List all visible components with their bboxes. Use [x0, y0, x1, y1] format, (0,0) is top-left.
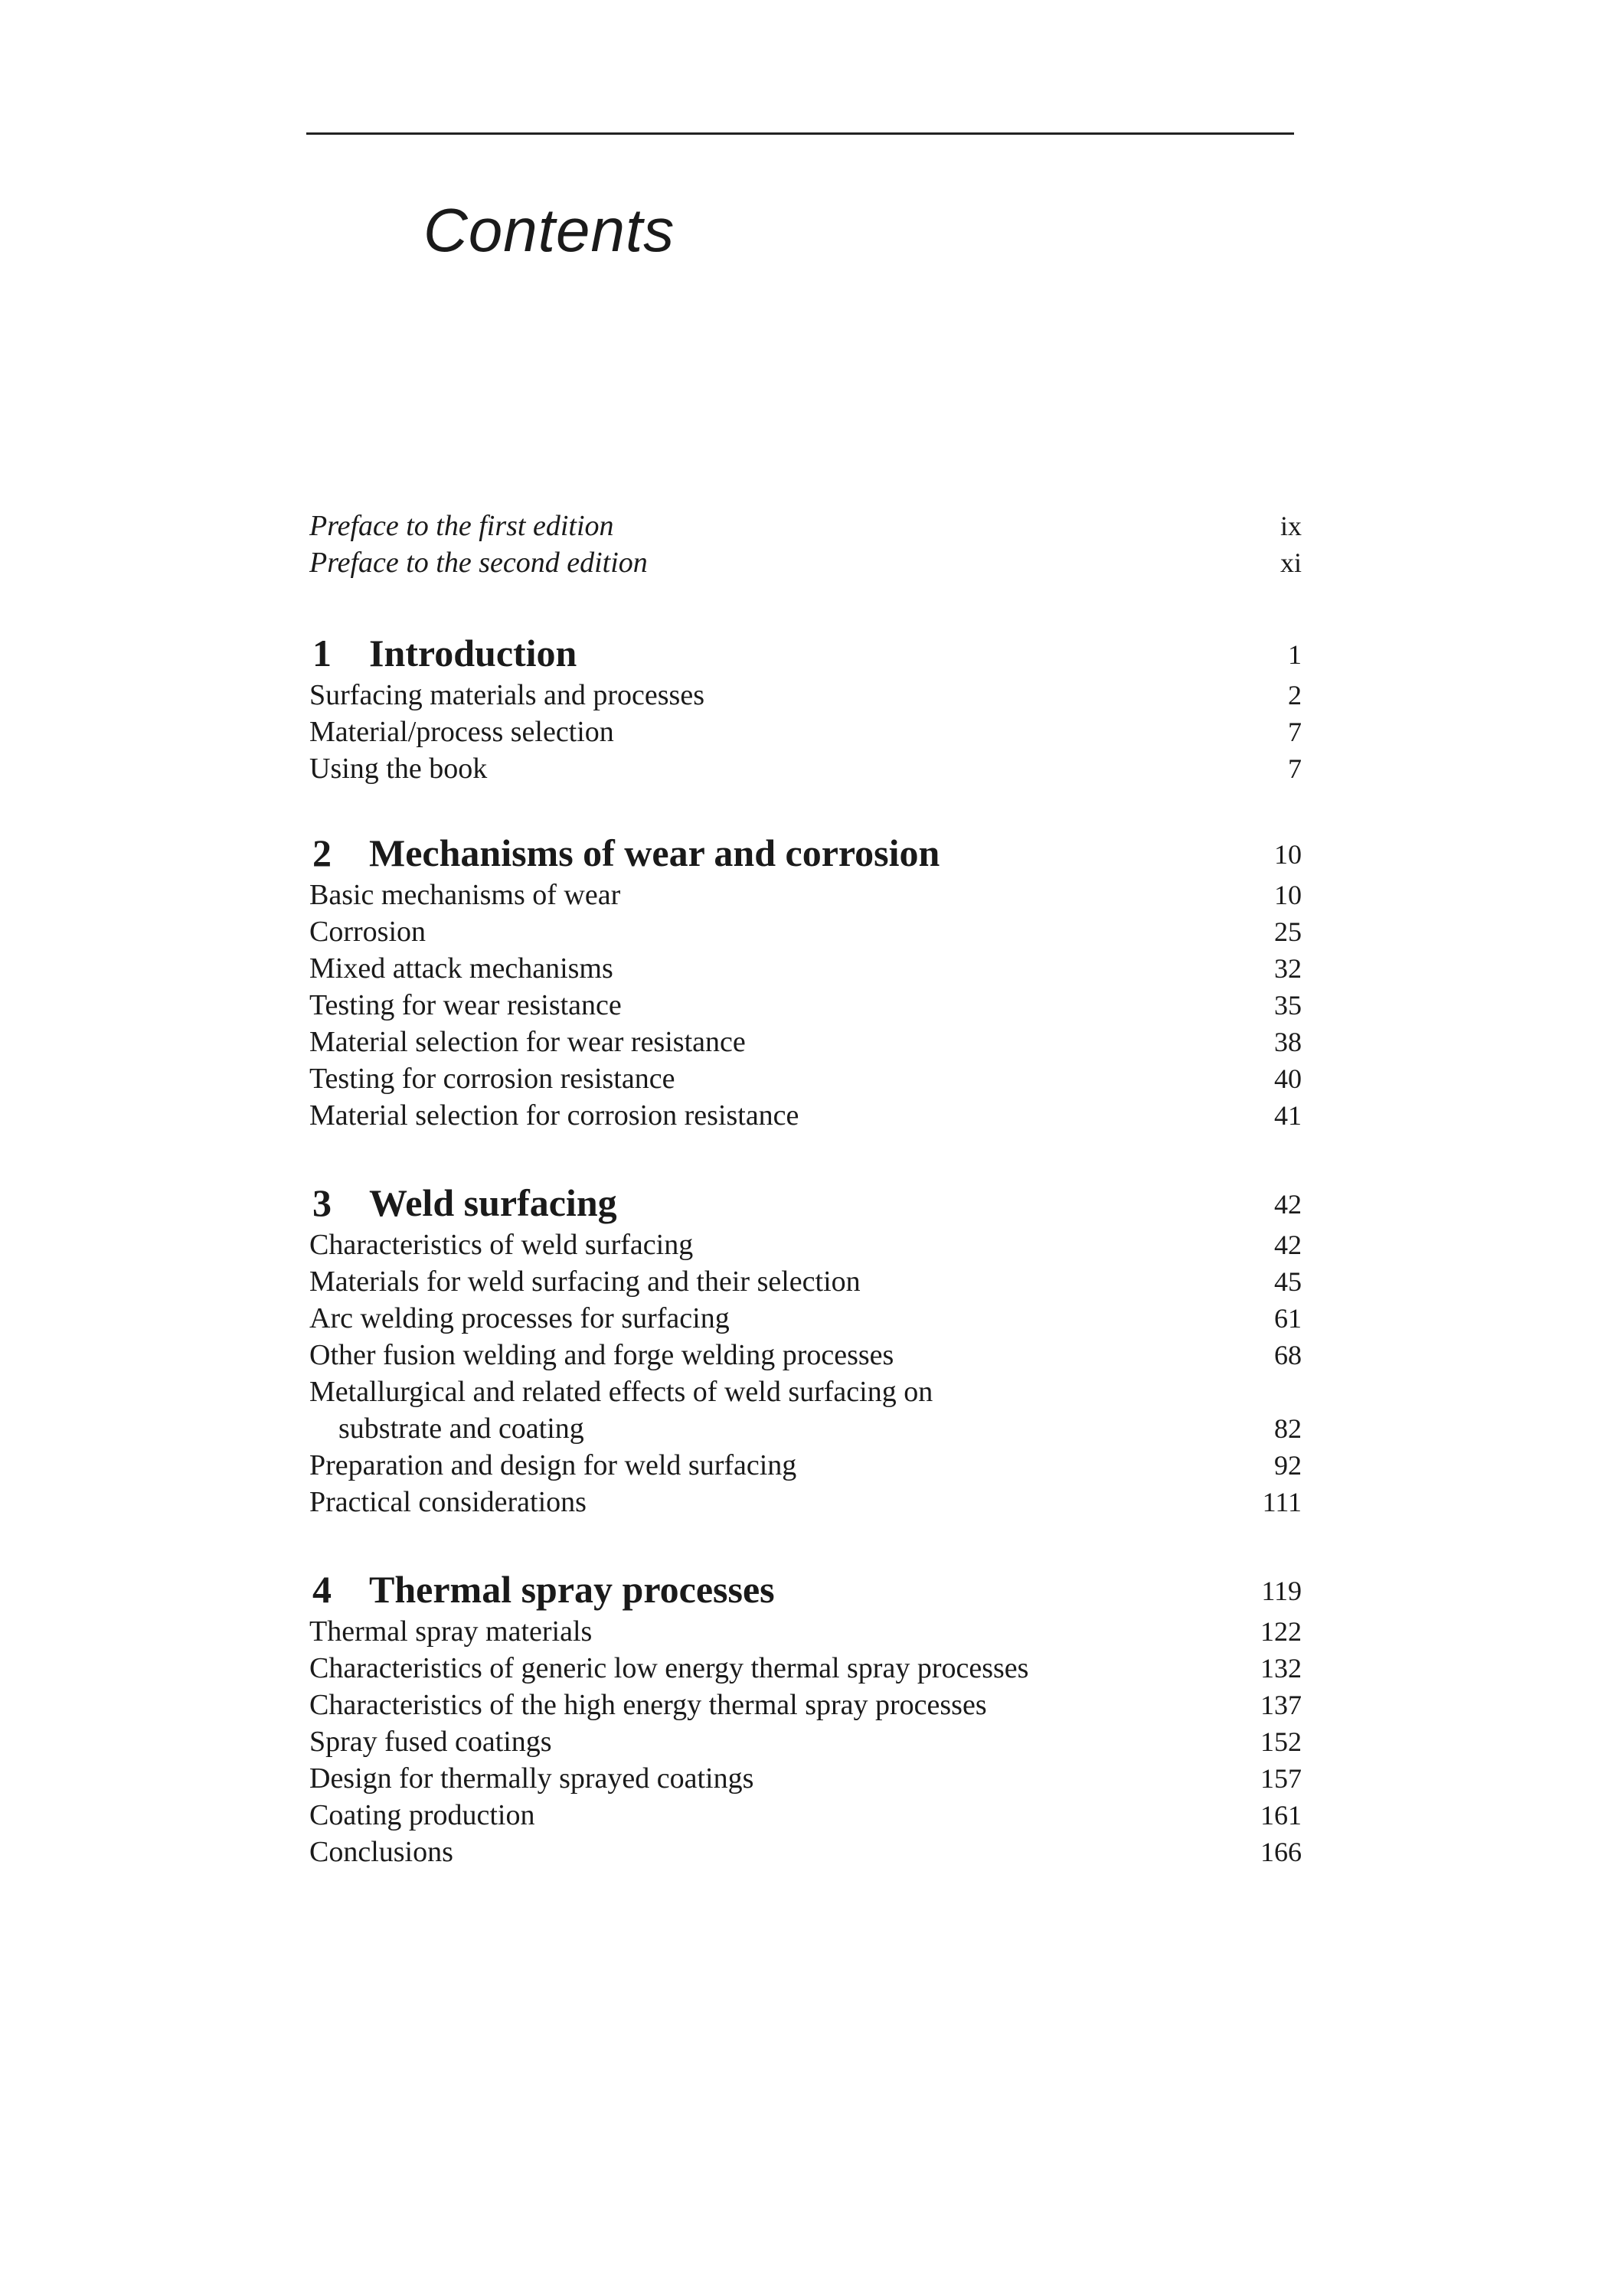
toc-entry-label: Characteristics of generic low energy thermal spray processes — [309, 1652, 1029, 1684]
toc-entry-page: xi — [1280, 547, 1302, 578]
toc-entry[interactable] — [306, 1760, 1302, 1797]
toc-entry[interactable] — [306, 1060, 1302, 1097]
toc-entry-page: ix — [1280, 511, 1302, 541]
toc-entry-label: Conclusions — [309, 1836, 453, 1868]
toc-entry-page: 2 — [1288, 680, 1302, 710]
chapter-page: 10 — [1274, 839, 1302, 870]
toc-entry-label: Corrosion — [309, 916, 426, 948]
toc-entry-label: Using the book — [309, 753, 488, 785]
toc-entry[interactable] — [306, 877, 1302, 913]
toc-entry-continued[interactable] — [306, 1410, 1302, 1447]
toc-entry-label: Design for thermally sprayed coatings — [309, 1762, 754, 1795]
chapter-4-section — [306, 1566, 1302, 1870]
chapter-number: 3 — [312, 1181, 332, 1224]
toc-entry[interactable] — [306, 677, 1302, 714]
toc-entry-page: 68 — [1274, 1340, 1302, 1370]
toc-entry-page: 25 — [1274, 916, 1302, 947]
toc-entry[interactable] — [306, 1797, 1302, 1834]
toc-entry-page: 35 — [1274, 990, 1302, 1021]
toc-entry-page: 111 — [1262, 1487, 1302, 1517]
chapter-title: Introduction — [369, 632, 577, 674]
toc-entry-label: Materials for weld surfacing and their selection — [309, 1266, 861, 1298]
toc-entry-label: Basic mechanisms of wear — [309, 879, 621, 911]
toc-entry[interactable] — [306, 544, 1302, 581]
toc-entry-page: 137 — [1260, 1690, 1302, 1720]
toc-entry-page: 82 — [1274, 1413, 1302, 1444]
toc-entry-page: 7 — [1288, 753, 1302, 784]
toc-entry-label: Testing for corrosion resistance — [309, 1063, 675, 1095]
toc-entry-page: 61 — [1274, 1303, 1302, 1334]
toc-entry-page: 10 — [1274, 880, 1302, 910]
toc-entry-label: Thermal spray materials — [309, 1615, 593, 1648]
page-title: Contents — [423, 196, 675, 264]
toc-entry-page: 32 — [1274, 953, 1302, 984]
chapter-page: 119 — [1261, 1576, 1302, 1606]
toc-entry-label: Mixed attack mechanisms — [309, 952, 613, 985]
toc-entry[interactable] — [306, 1263, 1302, 1300]
chapter-page: 42 — [1274, 1189, 1302, 1220]
toc-entry-label-continued: substrate and coating — [338, 1413, 584, 1445]
toc-entry[interactable] — [306, 1447, 1302, 1484]
toc-entry-page: 122 — [1260, 1616, 1302, 1647]
toc-entry-page: 45 — [1274, 1266, 1302, 1297]
toc-entry-page: 132 — [1260, 1653, 1302, 1684]
chapter-3-section — [306, 1179, 1302, 1520]
toc-entry-page: 166 — [1260, 1837, 1302, 1867]
toc-entry-label: Material/process selection — [309, 716, 614, 748]
toc-entry[interactable] — [306, 1834, 1302, 1870]
toc-entry-page: 92 — [1274, 1450, 1302, 1481]
toc-entry[interactable] — [306, 1373, 1302, 1410]
toc-entry-label: Other fusion welding and forge welding processes — [309, 1339, 894, 1371]
toc-entry[interactable] — [306, 1226, 1302, 1263]
chapter-heading[interactable] — [306, 829, 1302, 877]
chapter-2-section — [306, 829, 1302, 1134]
chapter-title: Mechanisms of wear and corrosion — [369, 831, 940, 874]
toc-entry[interactable] — [306, 1723, 1302, 1760]
toc-entry-page: 157 — [1260, 1763, 1302, 1794]
toc-entry[interactable] — [306, 1613, 1302, 1650]
toc-entry[interactable] — [306, 508, 1302, 544]
toc-entry-label: Material selection for corrosion resistance — [309, 1099, 799, 1132]
toc-entry-label: Characteristics of the high energy thermal spray processes — [309, 1689, 987, 1721]
toc-entry[interactable] — [306, 1484, 1302, 1520]
chapter-number: 1 — [312, 632, 332, 674]
toc-entry-page: 152 — [1260, 1726, 1302, 1757]
toc-entry-label: Preparation and design for weld surfacing — [309, 1449, 797, 1481]
toc-entry-label: Arc welding processes for surfacing — [309, 1302, 730, 1334]
preface-list — [306, 508, 1302, 581]
toc-entry-page: 7 — [1288, 717, 1302, 747]
chapter-1-section — [306, 629, 1302, 787]
toc-entry[interactable] — [306, 1024, 1302, 1060]
toc-entry-page: 42 — [1274, 1230, 1302, 1260]
toc-entry[interactable] — [306, 714, 1302, 750]
toc-entry-label: Preface to the first edition — [309, 510, 614, 542]
toc-entry-page: 40 — [1274, 1063, 1302, 1094]
chapter-page: 1 — [1288, 639, 1302, 670]
toc-entry-label: Surfacing materials and processes — [309, 679, 704, 711]
chapter-heading[interactable] — [306, 629, 1302, 677]
toc-entry[interactable] — [306, 1097, 1302, 1134]
toc-entry[interactable] — [306, 1687, 1302, 1723]
toc-entry[interactable] — [306, 913, 1302, 950]
toc-entry[interactable] — [306, 1650, 1302, 1687]
toc-entry[interactable] — [306, 987, 1302, 1024]
toc-entry-page: 161 — [1260, 1800, 1302, 1831]
toc-entry-label: Material selection for wear resistance — [309, 1026, 746, 1058]
toc-entry-page: 41 — [1274, 1100, 1302, 1131]
toc-entry[interactable] — [306, 1337, 1302, 1373]
toc-entry-label: Metallurgical and related effects of weld surfacing on — [309, 1376, 933, 1408]
toc-entry-label: Preface to the second edition — [309, 547, 648, 579]
toc-entry[interactable] — [306, 950, 1302, 987]
toc-entry-label: Testing for wear resistance — [309, 989, 622, 1021]
chapter-number: 2 — [312, 831, 332, 874]
toc-entry-page: 38 — [1274, 1027, 1302, 1057]
top-rule — [306, 132, 1294, 135]
chapter-heading[interactable] — [306, 1566, 1302, 1613]
toc-entry[interactable] — [306, 750, 1302, 787]
toc-entry[interactable] — [306, 1300, 1302, 1337]
toc-entry-label: Practical considerations — [309, 1486, 587, 1518]
toc-entry-label: Coating production — [309, 1799, 535, 1831]
chapter-heading[interactable] — [306, 1179, 1302, 1226]
chapter-title: Thermal spray processes — [369, 1568, 775, 1611]
chapter-number: 4 — [312, 1568, 332, 1611]
toc-entry-label: Characteristics of weld surfacing — [309, 1229, 694, 1261]
chapter-title: Weld surfacing — [369, 1181, 617, 1224]
toc-entry-label: Spray fused coatings — [309, 1726, 552, 1758]
